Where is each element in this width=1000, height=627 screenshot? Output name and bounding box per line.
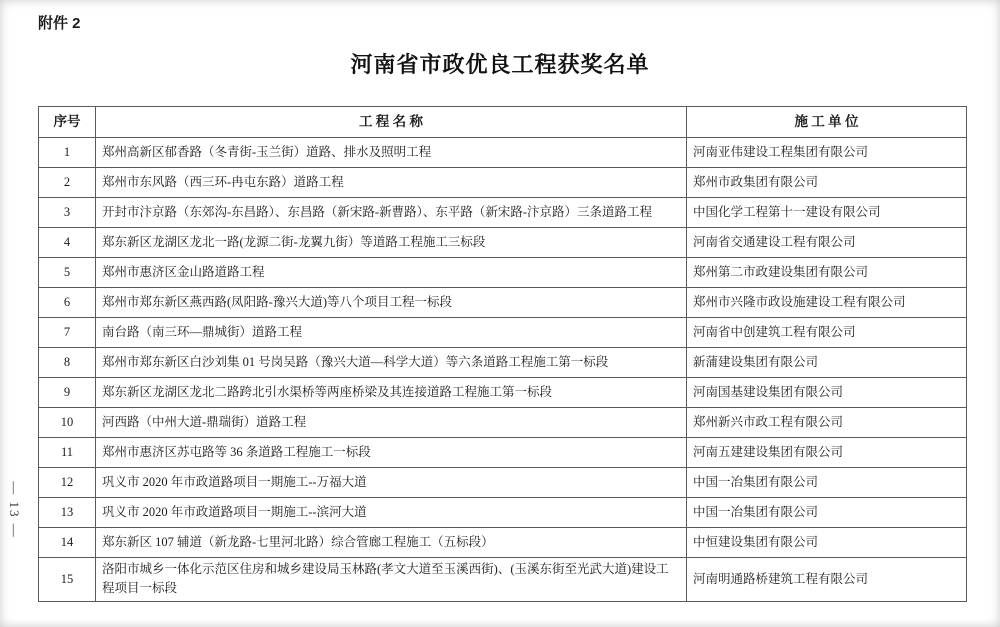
award-table	[38, 106, 967, 602]
cell-project-name: 郑州高新区郁香路（冬青街-玉兰街）道路、排水及照明工程	[96, 138, 687, 168]
page-title: 河南省市政优良工程获奖名单	[350, 52, 650, 77]
cell-project-name: 郑东新区龙湖区龙北一路(龙源二街-龙翼九街）等道路工程施工三标段	[96, 228, 687, 258]
cell-construction-unit: 河南五建建设集团有限公司	[687, 438, 967, 468]
table-row	[39, 528, 967, 558]
cell-construction-unit: 中恒建设集团有限公司	[687, 528, 967, 558]
cell-serial-number: 15	[39, 558, 96, 602]
cell-project-name: 河西路（中州大道-鼎瑞街）道路工程	[96, 408, 687, 438]
cell-construction-unit: 郑州第二市政建设集团有限公司	[687, 258, 967, 288]
cell-project-name: 郑州市惠济区金山路道路工程	[96, 258, 687, 288]
cell-construction-unit: 郑州市政集团有限公司	[687, 168, 967, 198]
page-number: — 13 —	[7, 481, 22, 539]
col-header-no: 序号	[39, 107, 96, 138]
attachment-label: 附件 2	[38, 15, 81, 32]
cell-serial-number: 14	[39, 528, 96, 558]
table-row	[39, 138, 967, 168]
cell-serial-number: 6	[39, 288, 96, 318]
cell-serial-number: 12	[39, 468, 96, 498]
cell-serial-number: 13	[39, 498, 96, 528]
table-header-row	[39, 107, 967, 138]
table-row	[39, 288, 967, 318]
col-header-project: 工 程 名 称	[96, 107, 687, 138]
cell-serial-number: 1	[39, 138, 96, 168]
table-row	[39, 348, 967, 378]
cell-serial-number: 7	[39, 318, 96, 348]
table-row	[39, 558, 967, 602]
table-row	[39, 228, 967, 258]
cell-serial-number: 2	[39, 168, 96, 198]
table-row	[39, 408, 967, 438]
cell-construction-unit: 中国一冶集团有限公司	[687, 498, 967, 528]
cell-project-name: 郑东新区龙湖区龙北二路跨北引水渠桥等两座桥梁及其连接道路工程施工第一标段	[96, 378, 687, 408]
cell-project-name: 郑州市郑东新区燕西路(凤阳路-豫兴大道)等八个项目工程一标段	[96, 288, 687, 318]
cell-serial-number: 3	[39, 198, 96, 228]
table-row	[39, 198, 967, 228]
cell-project-name: 南台路（南三环—鼎城街）道路工程	[96, 318, 687, 348]
cell-project-name: 郑东新区 107 辅道（新龙路-七里河北路）综合管廊工程施工（五标段）	[96, 528, 687, 558]
cell-construction-unit: 中国一冶集团有限公司	[687, 468, 967, 498]
cell-project-name: 洛阳市城乡一体化示范区住房和城乡建设局玉林路(孝文大道至玉溪西街)、(玉溪东街至光武大道)建设工程项目一标段	[96, 558, 687, 602]
cell-construction-unit: 中国化学工程第十一建设有限公司	[687, 198, 967, 228]
cell-project-name: 巩义市 2020 年市政道路项目一期施工--滨河大道	[96, 498, 687, 528]
cell-construction-unit: 新蒲建设集团有限公司	[687, 348, 967, 378]
col-header-unit: 施 工 单 位	[687, 107, 967, 138]
table-row	[39, 378, 967, 408]
table-row	[39, 258, 967, 288]
cell-project-name: 郑州市郑东新区白沙刘集 01 号岗吴路（豫兴大道—科学大道）等六条道路工程施工第一标段	[96, 348, 687, 378]
cell-construction-unit: 河南省中创建筑工程有限公司	[687, 318, 967, 348]
table-row	[39, 318, 967, 348]
cell-serial-number: 9	[39, 378, 96, 408]
cell-construction-unit: 郑州市兴隆市政设施建设工程有限公司	[687, 288, 967, 318]
cell-construction-unit: 郑州新兴市政工程有限公司	[687, 408, 967, 438]
cell-serial-number: 10	[39, 408, 96, 438]
table-row	[39, 438, 967, 468]
cell-construction-unit: 河南明通路桥建筑工程有限公司	[687, 558, 967, 602]
cell-construction-unit: 河南亚伟建设工程集团有限公司	[687, 138, 967, 168]
cell-construction-unit: 河南省交通建设工程有限公司	[687, 228, 967, 258]
table-body	[39, 138, 967, 602]
cell-project-name: 郑州市惠济区苏屯路等 36 条道路工程施工一标段	[96, 438, 687, 468]
table-row	[39, 168, 967, 198]
cell-serial-number: 4	[39, 228, 96, 258]
cell-serial-number: 11	[39, 438, 96, 468]
cell-project-name: 开封市汴京路（东郊沟-东昌路）、东昌路（新宋路-新曹路）、东平路（新宋路-汴京路）三条道路工程	[96, 198, 687, 228]
cell-serial-number: 5	[39, 258, 96, 288]
cell-construction-unit: 河南国基建设集团有限公司	[687, 378, 967, 408]
cell-project-name: 巩义市 2020 年市政道路项目一期施工--万福大道	[96, 468, 687, 498]
cell-serial-number: 8	[39, 348, 96, 378]
cell-project-name: 郑州市东风路（西三环-冉屯东路）道路工程	[96, 168, 687, 198]
table-row	[39, 498, 967, 528]
table-row	[39, 468, 967, 498]
